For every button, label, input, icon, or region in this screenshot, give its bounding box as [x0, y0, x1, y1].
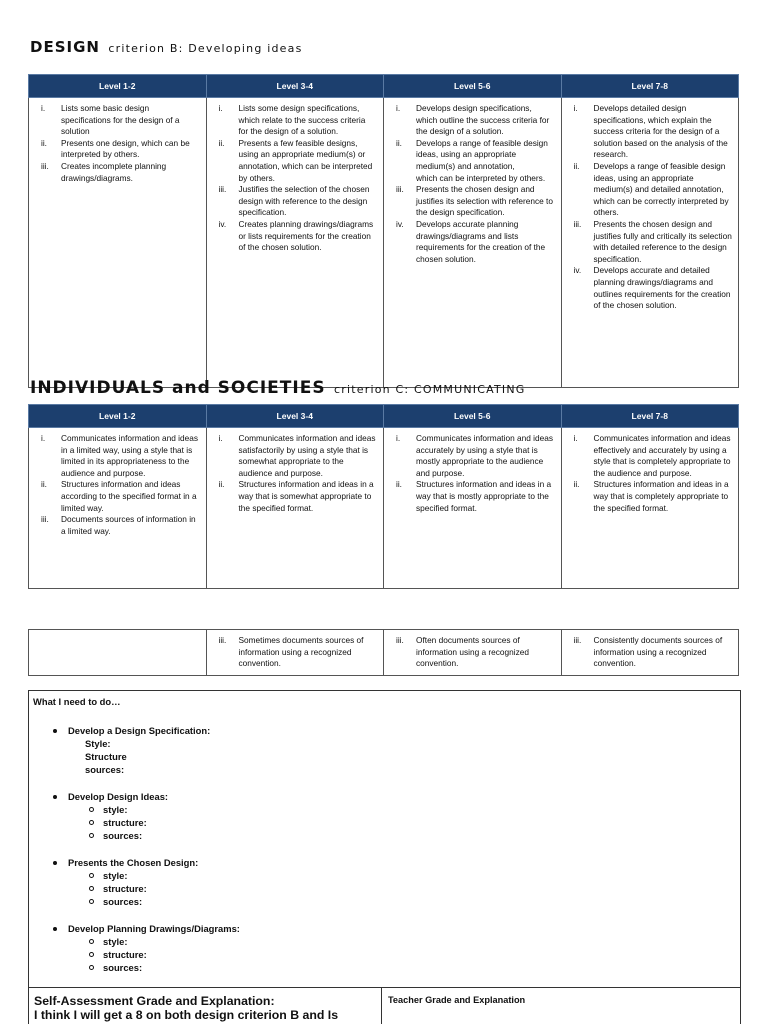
todo-subitem-label: structure: [103, 883, 147, 894]
todo-subitem [89, 895, 736, 908]
criteria-item-number: ii. [41, 479, 47, 490]
criteria-item-number: i. [218, 433, 223, 443]
criteria-item [37, 103, 200, 138]
todo-subitem-label: style: [103, 804, 128, 815]
criteria-item [37, 433, 200, 479]
bullet-icon [53, 729, 57, 733]
criteria-item-number: ii. [396, 137, 402, 148]
todo-box [28, 690, 741, 987]
societies-header-level-3-4: Level 3-4 [206, 405, 384, 428]
societies-header-level-1-2: Level 1-2 [29, 405, 207, 428]
design-cell-level-7-8 [561, 98, 739, 388]
todo-item-main [53, 856, 736, 869]
criteria-list [570, 433, 733, 514]
criteria-item-text: Presents the chosen design and justifies fully and critically its selection with detailed reference to the design specification. [593, 218, 732, 264]
criteria-item-number: ii. [573, 160, 580, 171]
societies-rubric-header-row [29, 405, 739, 428]
todo-subitem-label: structure: [103, 949, 147, 960]
design-header-level-5-6: Level 5-6 [384, 75, 562, 98]
criteria-item-text: Structures information and ideas in a way that is somewhat appropriate to the specified format. [238, 479, 374, 513]
criteria-list [37, 433, 200, 537]
design-header-level-1-2: Level 1-2 [29, 75, 207, 98]
criteria-item [392, 433, 555, 479]
criteria-item-number: iv. [573, 265, 582, 276]
criteria-item-number: ii. [218, 479, 225, 490]
criteria-item [215, 219, 378, 254]
criteria-list [215, 635, 378, 670]
circle-bullet-icon [89, 820, 94, 825]
societies-section-title [30, 378, 526, 398]
criteria-item-text: Often documents sources of information using a recognized convention. [416, 635, 529, 669]
criteria-item-number: iv. [396, 218, 404, 229]
criteria-item-number: iii. [573, 218, 582, 229]
criteria-item [215, 433, 378, 479]
criteria-item-text: Structures information and ideas according to the specified format in a limited way. [61, 479, 197, 513]
societies-rubric-row [29, 428, 739, 589]
criteria-list [392, 103, 555, 265]
societies-header-level-7-8: Level 7-8 [561, 405, 739, 428]
criteria-item [570, 265, 733, 311]
criteria-item [215, 184, 378, 219]
todo-subitem-label: style: [103, 936, 128, 947]
criteria-item-text: which can be interpreted by others. [416, 172, 546, 183]
bullet-icon [53, 927, 57, 931]
criteria-item-number: i. [218, 103, 223, 113]
design-cell-level-3-4 [206, 98, 384, 388]
criteria-item [392, 635, 555, 670]
criteria-item-text: Consistently documents sources of information using a recognized convention. [593, 635, 723, 669]
criteria-item-text: Presents the chosen design and justifies its selection with reference to the design specification. [416, 184, 553, 218]
todo-item [33, 724, 736, 776]
circle-bullet-icon [89, 952, 94, 957]
criteria-item-text: Develops a range of feasible design ideas, using an appropriate medium(s) and annotation, [416, 137, 548, 171]
todo-subitem [89, 948, 736, 961]
todo-list [33, 724, 736, 974]
criteria-item-number: i. [41, 103, 46, 113]
societies-continued-cell-level-7-8 [561, 630, 739, 676]
design-subtitle: criterion B: Developing ideas [108, 42, 303, 55]
criteria-item-number: i. [573, 103, 578, 113]
todo-subitem-label: style: [103, 870, 128, 881]
circle-bullet-icon [89, 873, 94, 878]
circle-bullet-icon [89, 807, 94, 812]
criteria-item-number: iii. [573, 635, 582, 645]
criteria-item-text: Structures information and ideas in a way that is mostly appropriate to the specified format. [416, 479, 552, 513]
criteria-item [570, 219, 733, 265]
criteria-item [392, 184, 555, 219]
criteria-item-text: Presents one design, which can be interpreted by others. [61, 137, 190, 160]
todo-subitem [89, 816, 736, 829]
criteria-item [37, 479, 200, 514]
design-cell-level-1-2 [29, 98, 207, 388]
todo-subitem-label: structure: [103, 817, 147, 828]
societies-cell-level-5-6 [384, 428, 562, 589]
criteria-item [37, 514, 200, 537]
criteria-item-number: iii. [41, 160, 49, 171]
todo-item-main [53, 922, 736, 935]
teacher-grade-box [381, 987, 741, 1024]
todo-subitem [89, 829, 736, 842]
criteria-item-text: Develops accurate planning drawings/diagrams and lists requirements for the creation of the chosen solution. [416, 218, 546, 264]
design-section-title [30, 38, 303, 57]
todo-item-label: Develop a Design Specification: [68, 725, 211, 736]
societies-continued-cell-level-3-4 [206, 630, 384, 676]
criteria-item-number: ii. [396, 479, 402, 490]
criteria-item-text: Develops detailed design specifications, which explain the success criteria for the design of a solution based on the analysis of the research. [593, 103, 728, 160]
criteria-item-text: Communicates information and ideas satisfactorily by using a style that is somewhat appropriate to the audience and purpose. [238, 433, 376, 478]
self-assessment-box [28, 987, 382, 1024]
criteria-list [215, 433, 378, 514]
todo-item [33, 856, 736, 908]
criteria-item [570, 161, 733, 219]
todo-subitem-label: sources: [103, 896, 143, 907]
criteria-item [37, 138, 200, 161]
criteria-item-text: Creates incomplete planning drawings/diagrams. [61, 160, 167, 183]
teacher-grade-heading: Teacher Grade and Explanation [388, 995, 526, 1005]
todo-subitem [85, 750, 736, 763]
criteria-item-text: Lists some basic design specifications for the design of a solution [61, 103, 180, 137]
criteria-item-text: Develops accurate and detailed planning drawings/diagrams and outlines requirements for the creation of the chosen solution. [593, 265, 731, 311]
criteria-item-number: i. [573, 433, 578, 443]
criteria-item-number: ii. [218, 137, 225, 148]
criteria-item [37, 161, 200, 184]
todo-subitem [89, 935, 736, 948]
circle-bullet-icon [89, 939, 94, 944]
criteria-item [392, 479, 555, 514]
criteria-item-text: Structures information and ideas in a way that is completely appropriate to the specified format. [593, 479, 729, 513]
societies-rubric-continued-table [28, 629, 739, 676]
societies-title: INDIVIDUALS and SOCIETIES [30, 378, 326, 398]
criteria-item [215, 479, 378, 514]
todo-subitem-label: sources: [103, 962, 143, 973]
criteria-item [215, 635, 378, 670]
circle-bullet-icon [89, 886, 94, 891]
criteria-item [215, 103, 378, 138]
todo-subitem-label: sources: [85, 764, 125, 775]
societies-subtitle: criterion C: COMMUNICATING [334, 383, 526, 396]
criteria-item-text: Documents sources of information in a limited way. [61, 514, 196, 536]
criteria-item-text: Creates planning drawings/diagrams or lists requirements for the creation of the chosen solution. [238, 218, 374, 253]
societies-continued-cell-level-5-6 [384, 630, 562, 676]
criteria-item-number: iii. [218, 184, 227, 195]
circle-bullet-icon [89, 899, 94, 904]
criteria-item-number: iii. [396, 635, 404, 645]
criteria-list [392, 635, 555, 670]
circle-bullet-icon [89, 833, 94, 838]
bullet-icon [53, 795, 57, 799]
societies-cell-level-1-2 [29, 428, 207, 589]
criteria-item [392, 173, 555, 185]
criteria-item-number: ii. [573, 479, 580, 490]
criteria-item-text: Sometimes documents sources of information using a recognized convention. [238, 635, 364, 669]
design-title: DESIGN [30, 38, 100, 56]
societies-cell-level-7-8 [561, 428, 739, 589]
criteria-item [570, 635, 733, 670]
criteria-item [392, 138, 555, 173]
criteria-item-text: Presents a few feasible designs, using an appropriate medium(s) or annotation, which can be interpreted by others. [238, 137, 373, 183]
todo-item-label: Develop Planning Drawings/Diagrams: [68, 923, 240, 934]
todo-subitem [89, 869, 736, 882]
todo-item-main [53, 724, 736, 737]
societies-continued-cell-level-1-2 [29, 630, 207, 676]
criteria-item-number: iii. [396, 184, 404, 195]
todo-subitem [85, 737, 736, 750]
todo-item-label: Presents the Chosen Design: [68, 857, 199, 868]
todo-item [33, 922, 736, 974]
todo-item-label: Develop Design Ideas: [68, 791, 169, 802]
criteria-item-number: i. [396, 103, 401, 113]
todo-subitem-label: Style: [85, 738, 111, 749]
criteria-item-number: ii. [41, 137, 47, 148]
criteria-item-number: i. [41, 433, 46, 443]
criteria-item-number: iv. [218, 218, 227, 229]
todo-subitem-label: Structure [85, 751, 127, 762]
self-assessment-heading: Self-Assessment Grade and Explanation: [34, 994, 275, 1008]
criteria-list [570, 635, 733, 670]
criteria-list [392, 433, 555, 514]
criteria-item [215, 138, 378, 184]
todo-item-main [53, 790, 736, 803]
design-rubric-row [29, 98, 739, 388]
criteria-item-number: iii. [41, 514, 49, 525]
design-header-level-7-8: Level 7-8 [561, 75, 739, 98]
todo-heading: What I need to do… [33, 696, 121, 707]
design-header-level-3-4: Level 3-4 [206, 75, 384, 98]
criteria-item-text: Develops design specifications, which outline the success criteria for the design of a solution. [416, 103, 550, 137]
criteria-item-text: Lists some design specifications, which relate to the success criteria for the design of a solution. [238, 103, 366, 137]
criteria-item-text: Communicates information and ideas in a limited way, using a style that is limited in its appropriateness to the audience and purpose. [61, 433, 198, 478]
criteria-item-text: Justifies the selection of the chosen design with reference to the design specification. [238, 184, 370, 218]
todo-subitem [89, 961, 736, 974]
societies-cell-level-3-4 [206, 428, 384, 589]
design-rubric-table [28, 74, 739, 388]
criteria-item-text: Communicates information and ideas accurately by using a style that is mostly appropriate to the audience and purpose. [416, 433, 553, 478]
criteria-item-number: i. [396, 433, 401, 443]
self-assessment-text: I think I will get a 8 on both design criterion B and Is [34, 1008, 339, 1022]
criteria-list [37, 103, 200, 184]
criteria-item-number: iii. [218, 635, 227, 645]
design-rubric-header-row [29, 75, 739, 98]
criteria-item [392, 219, 555, 265]
criteria-item-number [392, 173, 416, 185]
circle-bullet-icon [89, 965, 94, 970]
todo-subitem-label: sources: [103, 830, 143, 841]
criteria-list [570, 103, 733, 312]
design-cell-level-5-6 [384, 98, 562, 388]
criteria-item [570, 479, 733, 514]
criteria-item [392, 103, 555, 138]
bullet-icon [53, 861, 57, 865]
todo-subitem [89, 882, 736, 895]
societies-rubric-table [28, 404, 739, 589]
criteria-list [215, 103, 378, 254]
todo-item [33, 790, 736, 842]
criteria-item-text: Develops a range of feasible design ideas, using an appropriate medium(s) and detailed annotation, which can be correctly interpreted by others. [593, 160, 729, 218]
societies-continued-row [29, 630, 739, 676]
criteria-item [570, 103, 733, 161]
societies-header-level-5-6: Level 5-6 [384, 405, 562, 428]
criteria-item-text: Communicates information and ideas effectively and accurately by using a style that is completely appropriate to the audience and purpose. [593, 433, 731, 478]
todo-subitem [85, 763, 736, 776]
criteria-item [570, 433, 733, 479]
todo-subitem [89, 803, 736, 816]
